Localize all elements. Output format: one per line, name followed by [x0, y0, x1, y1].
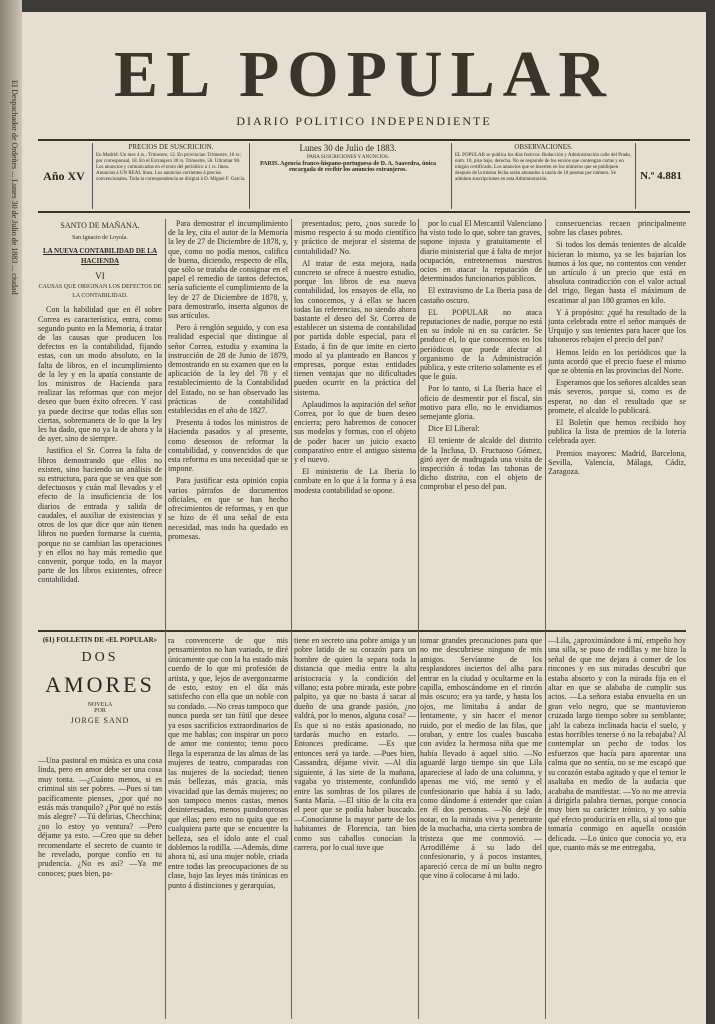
column-rule — [545, 219, 546, 1019]
newspaper-page — [22, 12, 706, 1024]
paragraph: Y á propósito: ¿qué ha resultado de la junta celebrada entre el señor marqués de Urquijo y sus tenientes para hacer que los tahoneros rebajen el precio del pan? — [548, 307, 686, 345]
paragraph: EL POPULAR no ataca reputaciones de nadie, porque no está en su índole ni en su carácter. Se produce el, lo que conocemos en los periódicos que puede afectar al organismo de la Administración pública, y este criterio solamente es el que le guía. — [420, 307, 542, 382]
paragraph: Esperamos que los señores alcaldes sean más severos, porque si, como es de esperar, no dan el resultado que se promete, el alcalde lo publicará. — [548, 378, 686, 415]
paragraph: Para justificar esta opinión copia varios párrafos de documentos oficiales, en que se han hecho ofrecimientos de reformas, y en que se hizo de él una señal de esta necesidad, mas todo ha quedado en promesas. — [168, 476, 288, 541]
column-rule — [418, 219, 419, 1019]
paragraph: Pero á renglón seguido, y con esa realidad especial que distingue al señor Correa, estudia y examina la instrucción de 28 de Junio de 1879, demostrando en su examen que en la aplicación de la ley del 78 y el restablecimiento de la Contabilidad del Estado, no se han observado las prácticas de contabilidad establecidas en el año de 1827. — [168, 323, 288, 416]
paragraph: Por lo tanto, si La Iberia hace el oficio de desmentir por el fiscal, sin motivo para ello, no le envidiamos semejante gloria. — [420, 384, 542, 422]
paragraph: consecuencias recaen principalmente sobre las clases pobres. — [548, 219, 686, 238]
paragraph: Hemos leído en los periódicos que la junta acordó que el precio fuese el mismo que se obtenía en las provincias del Norte. — [548, 347, 686, 376]
novel-title-amores: AMORES — [45, 672, 155, 697]
paragraph: El Boletín que hemos recibido hoy publica la lista de premios de la lotería celebrada ayer. — [548, 418, 686, 446]
folletin-column-3: tiene en secreto una pobre amiga y un pobre latido de su corazón para un hombre de quien la separa toda la distancia que media entre la alta aristocracia y la condición del villano; esta pobre mirada, este pobre palpito, ya que no basta á sacar al dueño de una grande pasión, ¿no valdrá, por lo menos, alguna cosa? —Es que si no estás apasionado, no tardarás mucho en estarlo. —Entonces predícame. —Es que entonces será ya tarde. —Pues bien, Cassandra, déjame vivir. —Al día siguiente, á las siete de la mañana, vagaba yo tristemente, confundido entre las sombras de los pilares de Santa María. —El sitio de la cita era el peor que se podía haber buscado. —Conocíanme la mayor parte de los habitantes de Florencia, tan bien como sus caballos conocían la carrera, por lo cual tuve que — [294, 636, 416, 852]
paragraph: Premios mayores: Madrid, Barcelona, Sevilla, Valencia, Málaga, Cádiz, Zaragoza. — [548, 448, 686, 477]
por-label: POR — [94, 708, 106, 714]
paragraph: El ministerio de La Iberia lo combate en lo que á la forma y á esa modesta contabilidad se opone. — [294, 467, 416, 495]
paragraph: Justifica el Sr. Correa la falta de libros demostrando que ellos no existen, sino haciendo un análisis de su estructura, para que se vea que son defectuosos y cuán mal llevados y el efecto de la insuficiencia de los diarios de entrada y salida de caudales, el auxiliar de existencias y otros de los que dice que aún tienen libros no pueden formarse la cuenta, porque no se cambian las operaciones y en ellos no hay más remedio que convenir, porque todo, en la mayor parte de los libros existentes, ofrece contabilidad. — [38, 446, 162, 585]
date-block — [248, 143, 448, 209]
adjacent-page-text: El Despachador de Ordeñes ... Lunes 30 de Julio de 1883 ... ciudad — [10, 80, 19, 295]
section-number: VI — [95, 270, 105, 281]
observations — [451, 143, 636, 209]
adjacent-page-strip — [0, 0, 22, 1024]
issue-number: N.º 4.881 — [640, 170, 682, 182]
section-subtitle: CAUSAS QUE ORIGINAN LOS DEFECTOS DE LA CONTABILIDAD. — [38, 284, 162, 300]
santo-title: SANTO DE MAÑANA. — [60, 221, 140, 230]
observations-text: EL POPULAR se publica los días festivos. Redacción y Administración calle del Prado, núm. 10, piso bajo, derecha. No se responde de los envíos que contengan cartas y en ningún certificado. Los anuncios que se inserten en los números que se publiquen después de la misma fecha serán abonados á razón de 10 pesetas por número. Se admiten suscripciones en esta Administración. — [455, 153, 632, 182]
folletin-column-5: —Lila, ¿aproximándote á mí, empeño hoy una silla, se puso de rodillas y me hizo la señal de que me dejara á comer de los rincones y en sus miradas descubrí que estaba absorto y con la mirada fija en el altar en que se alababa de cumplir sus actos. —La señora estaba envuelta en un gran velo negro, que se mantuvieron cruzado largo tiempo sobre su semblante; ¡ah! la cabeza inclinada hacia el suelo, y estas horribles tenerse ó no la rebajaba? Al contemplar un pecho de todos los esfuerzos que hacía para aparentar una calma que no sentía, no se me escapó que su corazón estaba agitado y que el temor le asaltaba en medio de la audacia que acababa de manifestar. —Yo no me atrevía á dirigirla palabra tiernas, porque conocía muy bien su carácter irónico, y yo sabía qué efecto produciría en ella, si al tono que tomaría conmigo en aquella ocasión delicada. —Lo único que conocía yo, era que, cuanto más se me entregaba, — [548, 636, 686, 852]
column-4 — [420, 219, 542, 625]
column-1 — [38, 219, 162, 625]
folletin-column-4: tomar grandes precauciones para que no me descubriese ninguno de mis amigos. Servíanme de los resplandores inciertos del alba para entrar en la ciudad y ocultarme en la capilla, emboscándome en el rincón más oscuro; era ya tarde, y hasta los ojos, me limitaba á andar de lentamente, y sin hacer el menor ruido, por el medio de las filas, que oraban, y entre los cuales buscaba con avidez la hermosa niña que me había llevado á aquel sitio. —No aguardé largo tiempo sin que Lila apareciese al lado de una columna, y apenas me vió, me sentó y el confesionario que había á su lado, como dándome á entender que caían en él dos personas. —No dejé de notar, en la mirada viva y penetrante de la muchacha, una cierta sombra de tristeza que me conmovió. —Arrodilléme á su lado del confesionario, y á pocos instantes, apareció cerca de mí un bulto negro que vino á colocarse á mi lado. — [420, 636, 542, 881]
novel-title-dos: DOS — [81, 650, 119, 665]
folletin-heading: (61) FOLLETIN DE «EL POPULAR» — [42, 636, 158, 644]
column-3 — [294, 219, 416, 625]
novel-author: JORGE SAND — [70, 716, 130, 725]
folletin-column-2: ra convencerte de que mis pensamientos no han variado, te diré únicamente que con la ha estado más cuerdo de lo que mi profesión de artista, y que, lejos de avergonzarme de esto, estoy en el día más satisfecho con ella que un noble con su condado. —No creas tampoco que nunca pueda ser tan fútil que desee ya esos sacrificios extraordinarios de que me hablas; con inspirar un poco de amor me contento; temo poco llega la esperanza de las almas de las mujeres de teatro, comparadas con las mujeres de la sociedad; tienen más bellezas, más gracia, más vivacidad que las demás mujeres; no son tampoco menos castas, menos desinteresadas, menos pundonorosas que ellas; pero esto no quita que en cualquiera parte que se encuentre la belleza, sea el ídolo ante el cual doblemos la rodilla. —Además, dime ahora tú, así una mujer noble, criada entre todas las preocupaciones de su clase, bajo las leyes más tiránicas en punto á distinciones y gerarquías, — [168, 636, 288, 890]
folletin-header — [38, 636, 162, 731]
prices-title: PRECIOS DE SUSCRICION. — [128, 143, 214, 151]
masthead-subtitle: DIARIO POLITICO INDEPENDIENTE — [236, 114, 492, 128]
subscriptions-title: PARA SUSCRICIONES Y ANUNCIOS. — [307, 155, 389, 160]
column-5 — [548, 219, 686, 625]
masthead-title: EL POPULAR — [114, 38, 614, 111]
quote-source: Dice El Liberal: — [428, 424, 480, 434]
paragraph: Aplaudimos la aspiración del señor Correa, por lo que de buen deseo encierra; pero habremos de conocer sus modelos y formas, con el objeto de poder hacer un juicio exacto comparativo entre el antiguo sistema y el nuevo. — [294, 399, 416, 465]
divider — [38, 212, 686, 213]
observations-title: OBSERVACIONES. — [514, 143, 573, 151]
santo-name: San Ignacio de Loyola. — [72, 235, 128, 242]
paragraph: presentados; pero, ¿nos sucede lo mismo respecto á su modo científico y práctico de mejorar el sistema de contabilidad? No. — [294, 219, 416, 256]
subscription-prices — [92, 143, 250, 209]
folletin-divider — [38, 630, 686, 632]
paragraph: El teniente de alcalde del distrito de la Inclusa, D. Fructuoso Gómez, giró ayer de madrugada una visita de inspección á todas las tahonas de dicho distrito, con el objeto de comprobar el peso del pan. — [420, 436, 542, 492]
paragraph: Para demostrar el incumplimiento de la ley, cita el autor de la Memoria la ley de 27 de Diciembre de 1878, y, que, como no podía menos, califica de buena, diciendo, respecto de ella, que sólo se trataba de consignar en el papel el remedio de tantos defectos, sería suficiente el cumplimiento de la ley de 27 de Diciembre de 1878, y, para demostrarlo, inserta algunos de sus artículos. — [168, 219, 288, 321]
paris-agency: PARIS. Agencia franco-hispano-portuguesa de D. A. Saavedra, única encargada de recibir los anuncios extranjeros. — [259, 161, 437, 173]
column-rule — [165, 219, 166, 1019]
paragraph: Si todos los demás tenientes de alcalde hicieran lo mismo, ya se les bajarían los humos á los que, no contentos con vender un artículo á un precio que está en absoluta contradicción con el valor actual del trigo, llegan hasta el máximum de escatimar al pan 180 gramos en kilo. — [548, 240, 686, 305]
paragraph: Con la habilidad que en él sobre Correa es característica, entra, como segundo punto en la Memoria, á tratar de las causas que producen los defectos en la contabilidad, fijando estas, con un modo absoluto, en la falta de libros, en el incumplimiento de la ley y en la apatía constante de los ministros de Hacienda para realizar las reformas que con mejor deseo que buen éxito ofrecen. Y casi ya puede decirse que todas ellas son ciertas, sobremanera de lo que la ley les ha dado, que no ya la de ahora y la de ayer, sino de siempre. — [38, 305, 162, 444]
issue-date: Lunes 30 de Julio de 1883. — [299, 143, 397, 153]
folletin-column-1: —Una pastoral en música es una cosa linda, pero en amor debe ser una cosa muy tonta. —¿Cuánto menos, si es criminal sin ser pobres. —Pues sí tan pacíficamente pienses, ¿por qué no estás más tranquilo? ¿Por qué no estás más alegre? —Tú delirias, Checchina; ¿no lo estoy yo ventura? —Pero déjame ya esto. —Creo que su deber recomendarte el secreto de cuanto te he revelado, porque confío en tu prudencia. ¿No es así? —Ya me conoces; pues bien, pa- — [38, 756, 162, 878]
section-title: LA NUEVA CONTABILIDAD DE LA HACIENDA — [42, 247, 158, 265]
column-rule — [291, 219, 292, 1019]
header-bar — [38, 139, 690, 213]
prices-text: En Madrid: Un mes 4 rs.; Trimestre, 12. En provincias: Trimestre, 16 rs.; por corresponsal, 18. En el Extranjero 30 rs. Trimestre, 56. Ultramar 90. Los anuncios y comunicados en el texto del periódico á 1 rs. línea. Anuncios á UN REAL línea. Los anuncios corrientes á precios convencionales. Toda la correspondencia se dirigirá á D. Miguel F. García. — [96, 153, 246, 182]
paragraph: Presenta á todos los ministros de Hacienda pasados y al presente, como deseosos de reformar la contabilidad, y convencidos de que esta reforma es una necesidad que se impone. — [168, 418, 288, 474]
paragraph: por lo cual El Mercantil Valenciano ha visto todo lo que, sobre tan graves, supone injusta y gratuitamente el diario ministerial que á falta de mejor ocupación, entretenemos nuestros ocios en atacar la reputación de determinados funcionarios públicos. — [420, 219, 542, 284]
year-label: Año XV — [43, 169, 85, 183]
novela-label: NOVELA — [87, 702, 113, 708]
column-2 — [168, 219, 288, 625]
paragraph: El extravismo de La Iberia pasa de castaño oscuro. — [420, 286, 542, 305]
paragraph: Al tratar de esta mejora, nada concreto se ofrece á nuestro estudio, porque los libros de esa nueva contabilidad, los ensayos de ella, no los conocemos, y á ellas se hacen todas las referencias, no siendo ahora bastante el deseo del Sr. Correa de establecer un sistema de contabilidad por partida doble especial, para el Estado, á fin de que imite en cierto modo al ya planteado en Bancos y empresas, porque estas entidades tienen ventajas que no dificultades pueden ocurrir en la práctica del sistema. — [294, 258, 416, 397]
